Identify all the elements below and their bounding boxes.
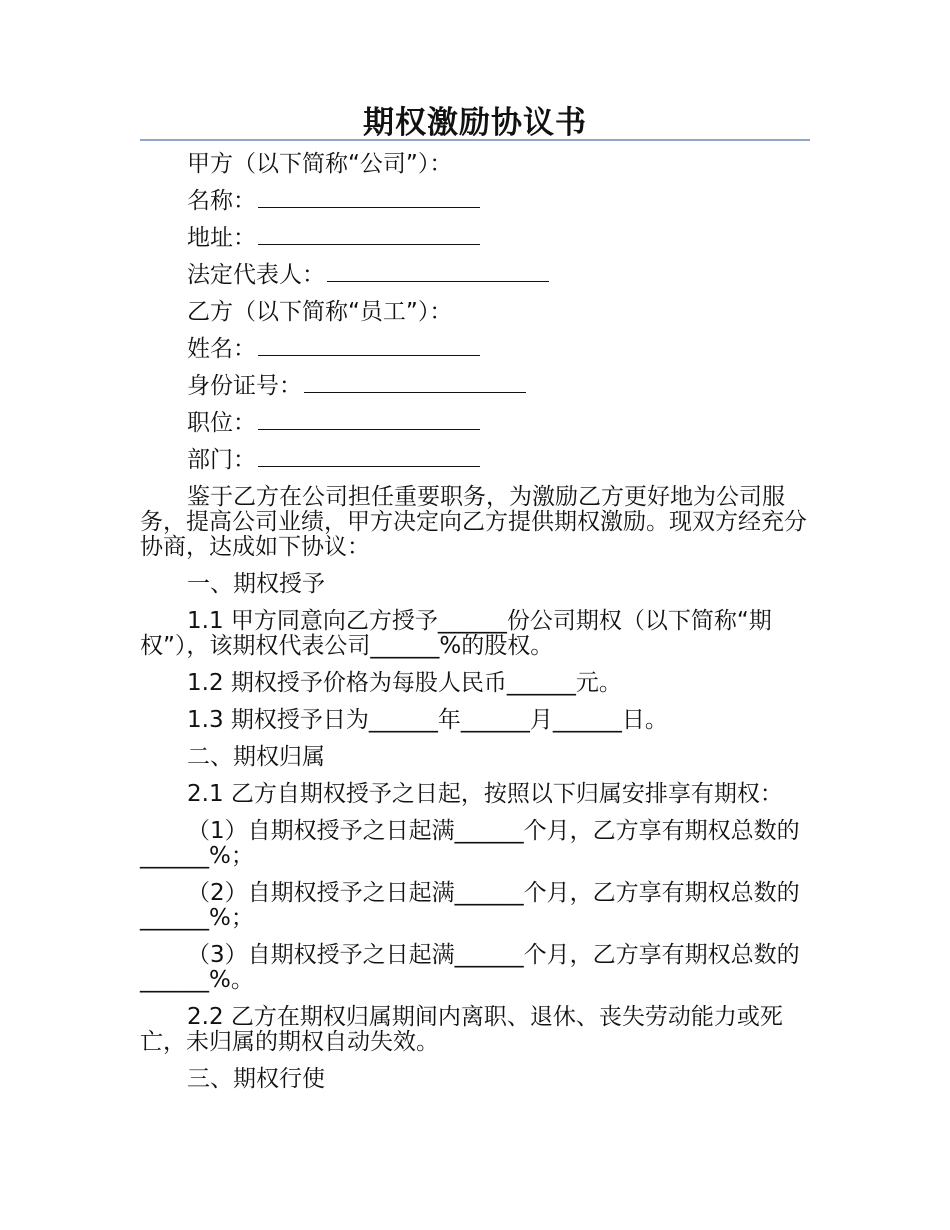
clause-2-1-item-1: （1）自期权授予之日起满______个月，乙方享有期权总数的______%； <box>140 818 800 869</box>
party-b-id-label: 身份证号： <box>187 373 302 399</box>
party-b-position-line <box>140 411 810 436</box>
clause-1-2: 1.2 期权授予价格为每股人民币______元。 <box>187 670 622 696</box>
party-b-position-blank[interactable] <box>258 411 480 430</box>
party-b-name-blank[interactable] <box>258 337 480 356</box>
clause-1-3: 1.3 期权授予日为______年______月______日。 <box>187 707 668 733</box>
party-a-name-line <box>140 189 810 214</box>
party-a-address-label: 地址： <box>187 225 256 251</box>
party-a-rep-line <box>140 263 810 288</box>
party-a-rep-blank[interactable] <box>327 263 549 282</box>
party-b-id-blank[interactable] <box>304 374 526 393</box>
clause-2-1: 2.1 乙方自期权授予之日起，按照以下归属安排享有期权： <box>187 781 783 807</box>
party-a-rep-label: 法定代表人： <box>187 262 325 288</box>
document-body <box>140 152 810 1092</box>
document-title: 期权激励协议书 <box>363 105 587 141</box>
preamble-paragraph: 鉴于乙方在公司担任重要职务，为激励乙方更好地为公司服务，提高公司业绩，甲方决定向乙方提供期权激励。现双方经充分协商，达成如下协议： <box>140 484 807 560</box>
party-a-heading: 甲方（以下简称“公司”）： <box>187 151 453 177</box>
section-1-title: 一、期权授予 <box>187 571 325 597</box>
party-b-position-label: 职位： <box>187 410 256 436</box>
party-a-address-line <box>140 226 810 251</box>
title-underline <box>140 139 810 141</box>
section-2-title: 二、期权归属 <box>187 744 325 770</box>
party-b-heading: 乙方（以下简称“员工”）： <box>187 299 453 325</box>
section-3-title: 三、期权行使 <box>187 1066 325 1092</box>
party-a-name-label: 名称： <box>187 188 256 214</box>
clause-1-1: 1.1 甲方同意向乙方授予______份公司期权（以下简称“期权”），该期权代表公司______%的股权。 <box>140 608 772 659</box>
party-b-name-line <box>140 337 810 362</box>
clause-2-1-item-2: （2）自期权授予之日起满______个月，乙方享有期权总数的______%； <box>140 880 800 931</box>
party-b-id-line <box>140 374 810 399</box>
party-b-dept-label: 部门： <box>187 447 256 473</box>
party-b-dept-blank[interactable] <box>258 448 480 467</box>
clause-2-2: 2.2 乙方在期权归属期间内离职、退休、丧失劳动能力或死亡，未归属的期权自动失效。 <box>140 1004 783 1055</box>
party-a-address-blank[interactable] <box>258 226 480 245</box>
party-a-name-blank[interactable] <box>258 189 480 208</box>
party-b-dept-line <box>140 448 810 473</box>
party-b-name-label: 姓名： <box>187 336 256 362</box>
clause-2-1-item-3: （3）自期权授予之日起满______个月，乙方享有期权总数的______%。 <box>140 942 800 993</box>
